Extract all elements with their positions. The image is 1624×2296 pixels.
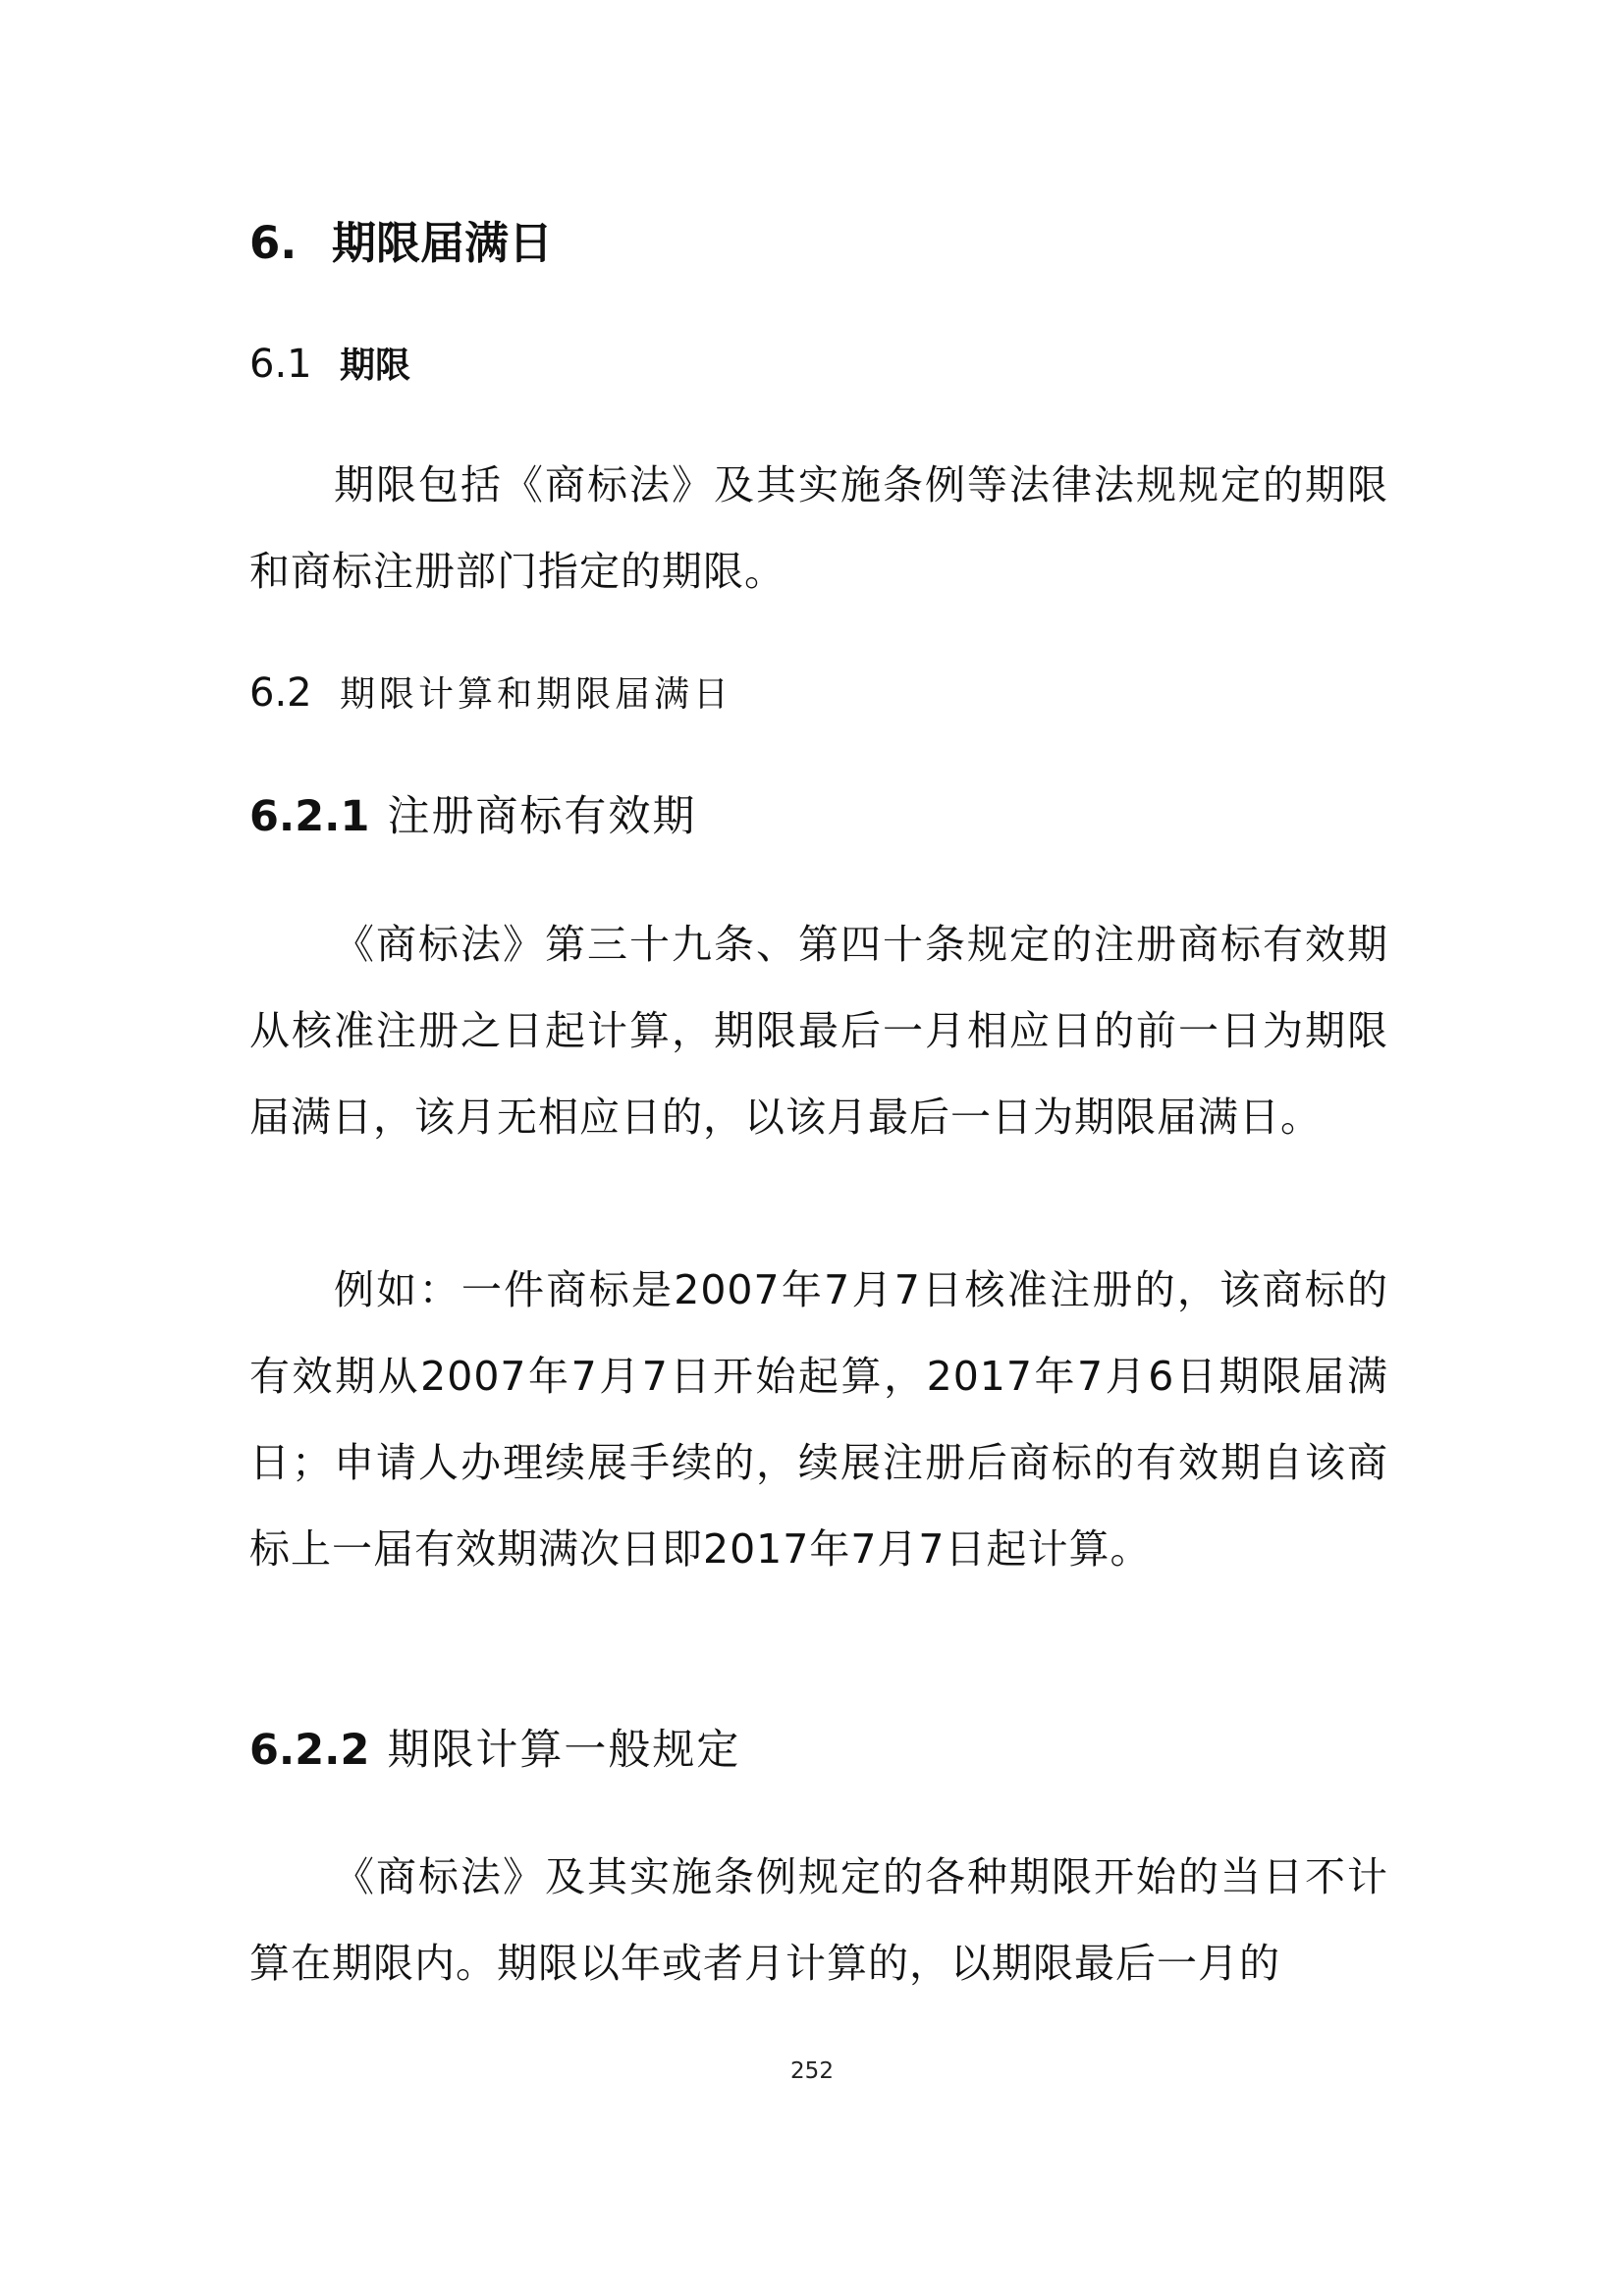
paragraph-6-1: 期限包括《商标法》及其实施条例等法律法规规定的期限和商标注册部门指定的期限。 — [249, 461, 1388, 595]
section-number: 6.2.1 — [249, 792, 370, 841]
section-number: 6.2 — [249, 670, 312, 716]
section-title: 注册商标有效期 — [387, 792, 697, 841]
section-6-2-2-heading — [249, 1721, 1388, 1780]
section-number: 6. — [249, 217, 298, 269]
section-6-1-heading — [249, 337, 1388, 394]
section-6-heading — [249, 214, 1388, 273]
paragraph-6-2-1-example: 例如：一件商标是2007年7月7日核准注册的，该商标的有效期从2007年7月7日开始起算，2017年7月6日期限届满日；申请人办理续展手续的，续展注册后商标的有效期自该商标上一届有效期满次日即2017年7月7日起计算。 — [249, 1266, 1388, 1573]
page-number: 252 — [790, 2058, 834, 2084]
section-number: 6.2.2 — [249, 1726, 370, 1775]
section-6-2-heading — [249, 666, 1388, 722]
section-title: 期限届满日 — [332, 217, 554, 269]
section-title: 期限 — [340, 346, 411, 386]
section-title: 期限计算和期限届满日 — [340, 674, 733, 715]
paragraph-6-2-1-rule: 《商标法》第三十九条、第四十条规定的注册商标有效期从核准注册之日起计算，期限最后一月相应日的前一日为期限届满日，该月无相应日的，以该月最后一日为期限届满日。 — [249, 921, 1388, 1141]
section-title: 期限计算一般规定 — [387, 1726, 741, 1775]
paragraph-6-2-2: 《商标法》及其实施条例规定的各种期限开始的当日不计算在期限内。期限以年或者月计算的，以期限最后一月的 — [249, 1853, 1388, 1987]
section-number: 6.1 — [249, 342, 312, 387]
section-6-2-1-heading — [249, 787, 1388, 846]
